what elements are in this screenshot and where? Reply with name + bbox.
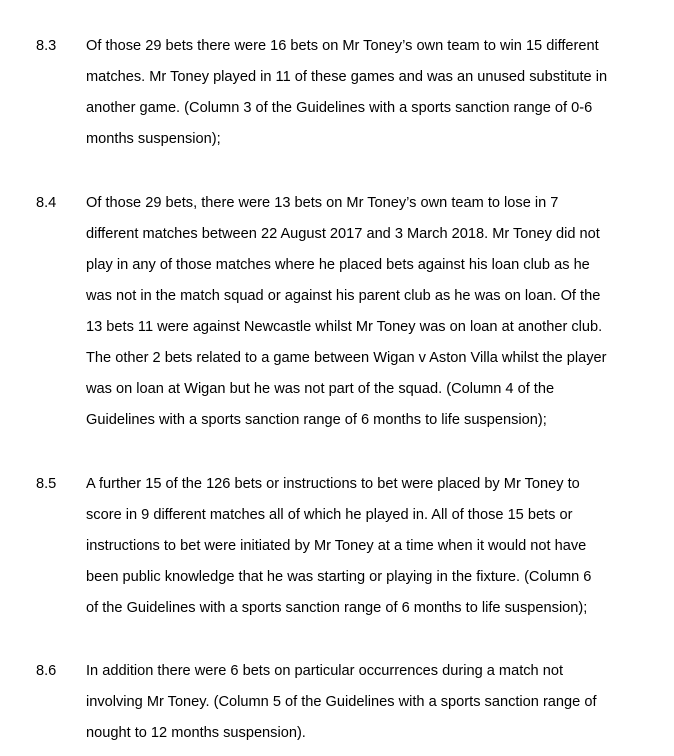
text-line: A further 15 of the 126 bets or instructions to bet were placed by Mr Toney to — [86, 476, 580, 492]
text-line: 13 bets 11 were against Newcastle whilst Mr Toney was on loan at another club. — [86, 319, 603, 335]
text-line: was on loan at Wigan but he was not part of the squad. (Column 4 of the — [86, 381, 555, 397]
text-line: Guidelines with a sports sanction range of 6 months to life suspension); — [86, 412, 547, 428]
text-line: different matches between 22 August 2017 and 3 March 2018. Mr Toney did not — [86, 226, 600, 242]
text-line: another game. (Column 3 of the Guidelines with a sports sanction range of 0-6 — [86, 100, 593, 116]
paragraph-text — [86, 31, 666, 155]
text-line: instructions to bet were initiated by Mr Toney at a time when it would not have — [86, 538, 587, 554]
text-line: of the Guidelines with a sports sanction range of 6 months to life suspension); — [86, 600, 588, 616]
paragraph-text — [86, 656, 666, 749]
text-line: involving Mr Toney. (Column 5 of the Guidelines with a sports sanction range of — [86, 694, 597, 710]
text-line: Of those 29 bets there were 16 bets on Mr Toney’s own team to win 15 different — [86, 38, 599, 54]
text-line: Of those 29 bets, there were 13 bets on Mr Toney’s own team to lose in 7 — [86, 195, 559, 211]
text-line: score in 9 different matches all of which he played in. All of those 15 bets or — [86, 507, 573, 523]
paragraph-number: 8.4 — [36, 195, 57, 211]
paragraph-text — [86, 469, 666, 624]
text-line: been public knowledge that he was starting or playing in the fixture. (Column 6 — [86, 569, 592, 585]
text-line: months suspension); — [86, 131, 221, 147]
text-line: In addition there were 6 bets on particular occurrences during a match not — [86, 663, 563, 679]
text-line: play in any of those matches where he placed bets against his loan club as he — [86, 257, 590, 273]
text-line: nought to 12 months suspension). — [86, 725, 306, 741]
text-line: was not in the match squad or against his parent club as he was on loan. Of the — [86, 288, 601, 304]
paragraph-number: 8.5 — [36, 476, 57, 492]
text-line: matches. Mr Toney played in 11 of these games and was an unused substitute in — [86, 69, 608, 85]
paragraph-text — [86, 188, 666, 436]
text-line: The other 2 bets related to a game between Wigan v Aston Villa whilst the player — [86, 350, 607, 366]
paragraph-number: 8.6 — [36, 663, 57, 679]
paragraph-number: 8.3 — [36, 38, 57, 54]
